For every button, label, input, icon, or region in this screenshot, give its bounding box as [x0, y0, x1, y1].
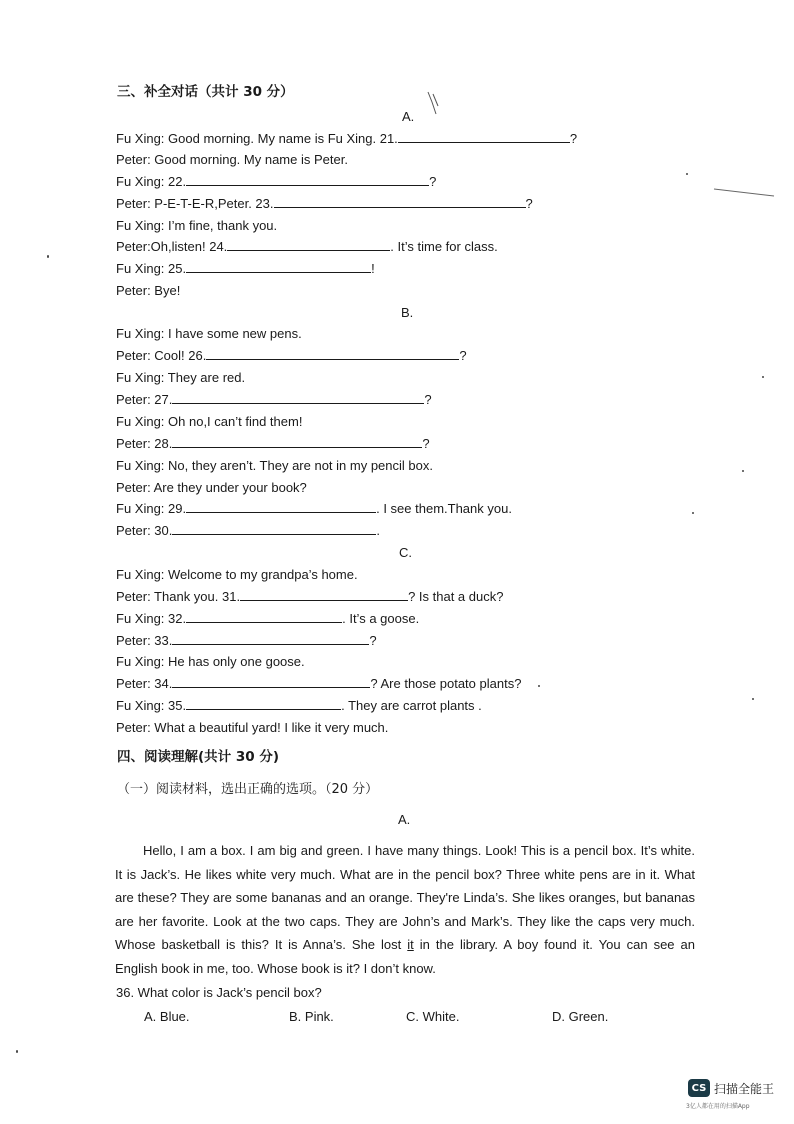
dialogue-line-30: Peter: 30. . [116, 523, 380, 538]
underlined-word: it [407, 937, 414, 952]
answer-blank-31[interactable] [240, 589, 408, 601]
dialogue-line-21: Fu Xing: Good morning. My name is Fu Xing. 21. ? [116, 131, 578, 146]
answer-blank-24[interactable] [227, 239, 390, 251]
dialogue-line-31: Peter: Thank you. 31. ? Is that a duck? [116, 589, 504, 604]
answer-blank-30[interactable] [172, 523, 376, 535]
question-36: 36. What color is Jack’s pencil box? [116, 985, 322, 1000]
answer-blank-23[interactable] [274, 196, 526, 208]
part-c-label: C. [399, 545, 412, 560]
dialogue-line-28: Peter: 28. ? [116, 436, 430, 451]
dialogue-line-27: Peter: 27. ? [116, 392, 432, 407]
passage-line: Hello, I am a box. I am big and green. I have many things. Look! This is a pencil box. It’s white. [143, 843, 695, 858]
part-a-label: A. [402, 109, 415, 124]
dialogue-line: Peter: Good morning. My name is Peter. [116, 152, 348, 167]
scan-speck [742, 470, 744, 472]
dialogue-line: Fu Xing: No, they aren’t. They are not in my pencil box. [116, 458, 433, 473]
dialogue-line-29: Fu Xing: 29. . I see them.Thank you. [116, 501, 512, 516]
dialogue-line-25: Fu Xing: 25. ! [116, 261, 375, 276]
scan-mark-scribble [420, 88, 450, 118]
scan-speck [752, 698, 754, 700]
scan-speck [16, 1050, 18, 1053]
camscanner-name: 扫描全能王 [714, 1082, 775, 1096]
passage-line: English book in me, too. Whose book is it? I don’t know. [115, 960, 436, 976]
answer-blank-21[interactable] [398, 131, 570, 143]
answer-blank-25[interactable] [186, 261, 371, 273]
passage-line: Whose basketball is this? It is Anna’s. She lost it in the library. A boy found it. You can see an [115, 937, 695, 952]
scan-speck [762, 376, 764, 378]
dialogue-line-33: Peter: 33. ? [116, 633, 377, 648]
dialogue-line: Peter: Bye! [116, 283, 181, 298]
answer-blank-28[interactable] [172, 436, 422, 448]
dialogue-line: Fu Xing: He has only one goose. [116, 654, 305, 669]
passage-a-label: A. [398, 812, 411, 827]
option-d[interactable]: D. Green. [552, 1009, 609, 1024]
dialogue-line-22: Fu Xing: 22. ? [116, 174, 437, 189]
answer-blank-33[interactable] [172, 633, 369, 645]
dialogue-line: Peter: Are they under your book? [116, 480, 307, 495]
passage-line: are these? They are some bananas and an orange. They're Linda’s. She likes oranges, but bananas [115, 890, 695, 905]
section-4-title: 四、阅读理解(共计 30 分) [117, 749, 280, 765]
dialogue-line: Fu Xing: I’m fine, thank you. [116, 218, 278, 233]
camscanner-logo-icon: CS [688, 1079, 710, 1097]
option-a[interactable]: A. Blue. [144, 1009, 190, 1024]
camscanner-tagline: 3亿人都在用的扫描App [686, 1103, 750, 1110]
dialogue-line-23: Peter: P-E-T-E-R,Peter. 23. ? [116, 196, 533, 211]
dialogue-line: Fu Xing: Oh no,I can’t find them! [116, 414, 303, 429]
answer-blank-26[interactable] [206, 348, 459, 360]
dialogue-line-24: Peter:Oh,listen! 24. . It’s time for class. [116, 239, 498, 254]
dialogue-line: Fu Xing: Welcome to my grandpa’s home. [116, 567, 358, 582]
section-3-title: 三、补全对话（共计 30 分） [117, 84, 294, 100]
answer-blank-22[interactable] [186, 174, 429, 186]
answer-blank-35[interactable] [186, 698, 341, 710]
reading-passage [115, 839, 695, 980]
scan-speck [692, 512, 694, 514]
dialogue-line-35: Fu Xing: 35. . They are carrot plants . [116, 698, 482, 713]
scan-speck [47, 255, 49, 258]
scan-speck [538, 685, 540, 687]
dialogue-line-32: Fu Xing: 32. . It’s a goose. [116, 611, 420, 626]
answer-blank-32[interactable] [186, 611, 342, 623]
dialogue-line-34: Peter: 34. ? Are those potato plants? [116, 676, 522, 691]
dialogue-line-26: Peter: Cool! 26. ? [116, 348, 467, 363]
option-c[interactable]: C. White. [406, 1009, 460, 1024]
section-4-subtitle: （一）阅读材料，选出正确的选项。（20 分） [117, 782, 379, 797]
scan-speck [686, 173, 688, 175]
passage-line: It is Jack’s. He likes white very much. What are in the pencil box? Three white pens are in it. What [115, 866, 695, 882]
dialogue-line: Fu Xing: I have some new pens. [116, 326, 302, 341]
option-b[interactable]: B. Pink. [289, 1009, 334, 1024]
answer-blank-27[interactable] [172, 392, 424, 404]
part-b-label: B. [401, 305, 414, 320]
dialogue-line: Fu Xing: They are red. [116, 370, 246, 385]
passage-line: are her favorite. Look at the two caps. They are John’s and Mark’s. They like the caps very much. [115, 913, 695, 929]
scan-mark-line [712, 186, 777, 200]
answer-blank-34[interactable] [172, 676, 370, 688]
answer-blank-29[interactable] [186, 501, 376, 513]
dialogue-line: Peter: What a beautiful yard! I like it very much. [116, 720, 389, 735]
